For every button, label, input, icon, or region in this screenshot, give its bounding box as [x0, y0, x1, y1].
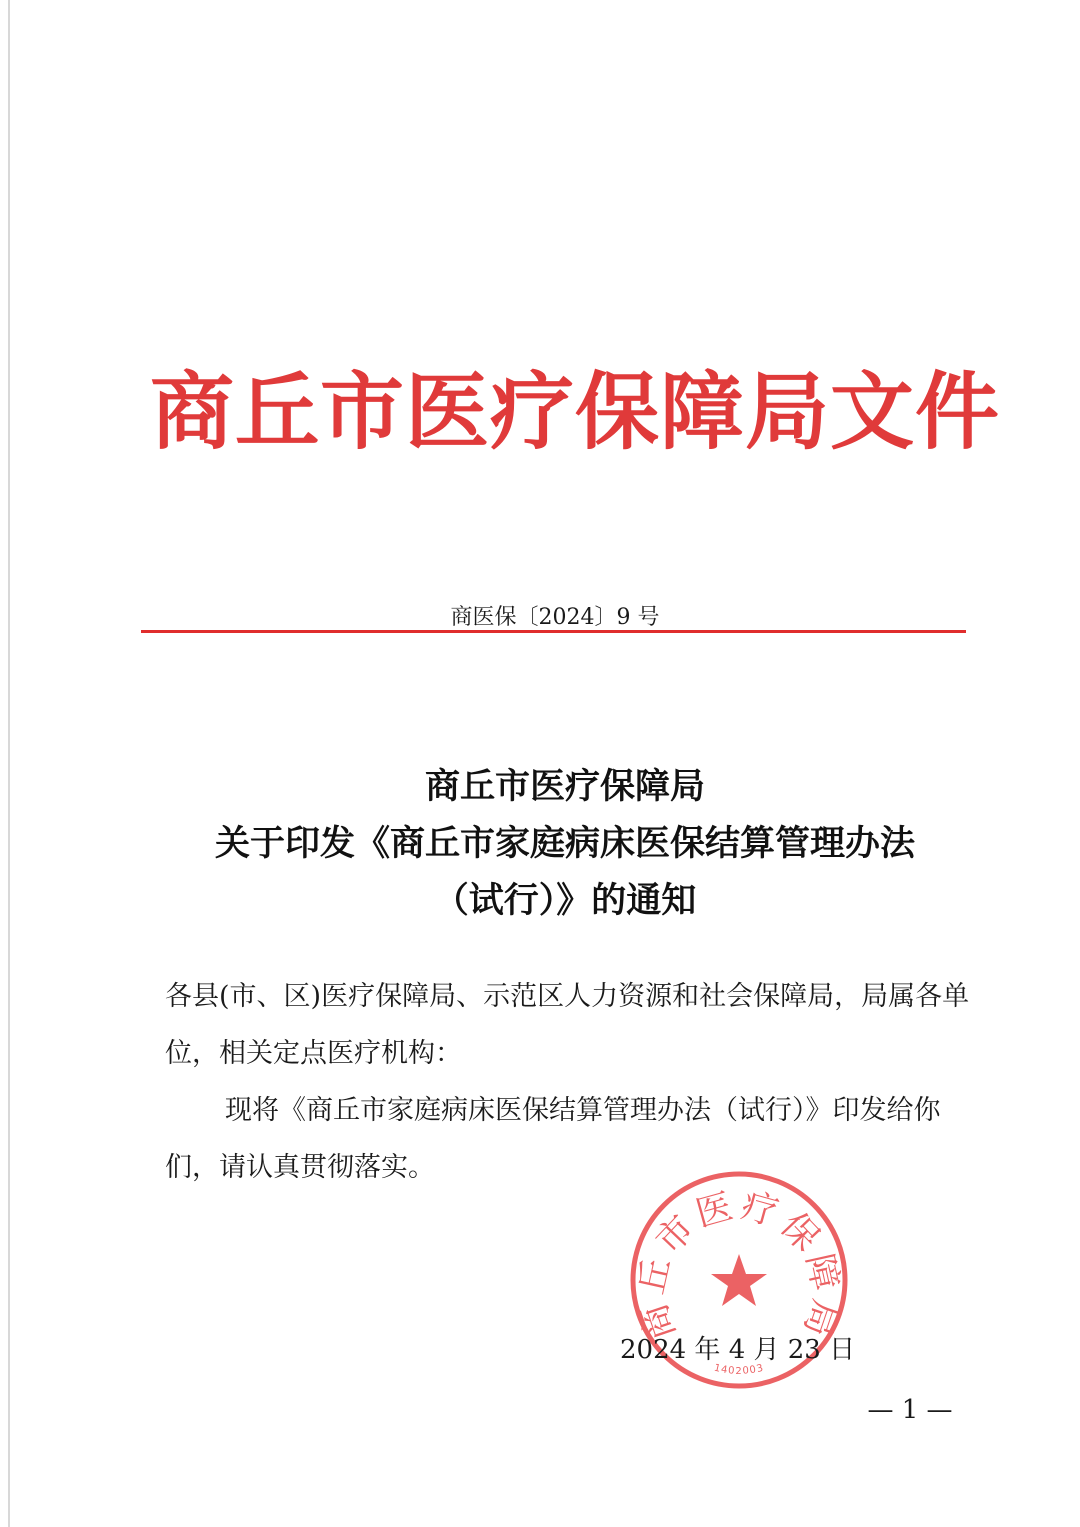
notice-body: [165, 968, 970, 1196]
red-divider-line: [141, 630, 966, 633]
scan-edge: [8, 0, 10, 1527]
body-paragraph: 现将《商丘市家庭病床医保结算管理办法（试行）》印发给你们，请认真贯彻落实。: [165, 1095, 941, 1183]
seal-star-icon: [711, 1254, 767, 1306]
notice-title-line-2: 关于印发《商丘市家庭病床医保结算管理办法: [214, 823, 915, 864]
addressee-paragraph: 各县(市、区)医疗保障局、示范区人力资源和社会保障局，局属各单位，相关定点医疗机构：: [165, 981, 970, 1069]
notice-title-line-3: （试行）》的通知: [433, 880, 697, 921]
document-number: 商医保〔2024〕9 号: [450, 605, 660, 630]
seal-text: 商丘市医疗保障局: [631, 1185, 847, 1346]
notice-title-line-1: 商丘市医疗保障局: [424, 766, 705, 807]
seal-code: 1402003: [712, 1362, 766, 1377]
notice-title: [150, 758, 980, 929]
document-header-title: 商丘市医疗保障局文件: [150, 363, 1001, 461]
document-date: 2024 年 4 月 23 日: [620, 1335, 856, 1365]
page-number: — 1 —: [867, 1395, 953, 1425]
